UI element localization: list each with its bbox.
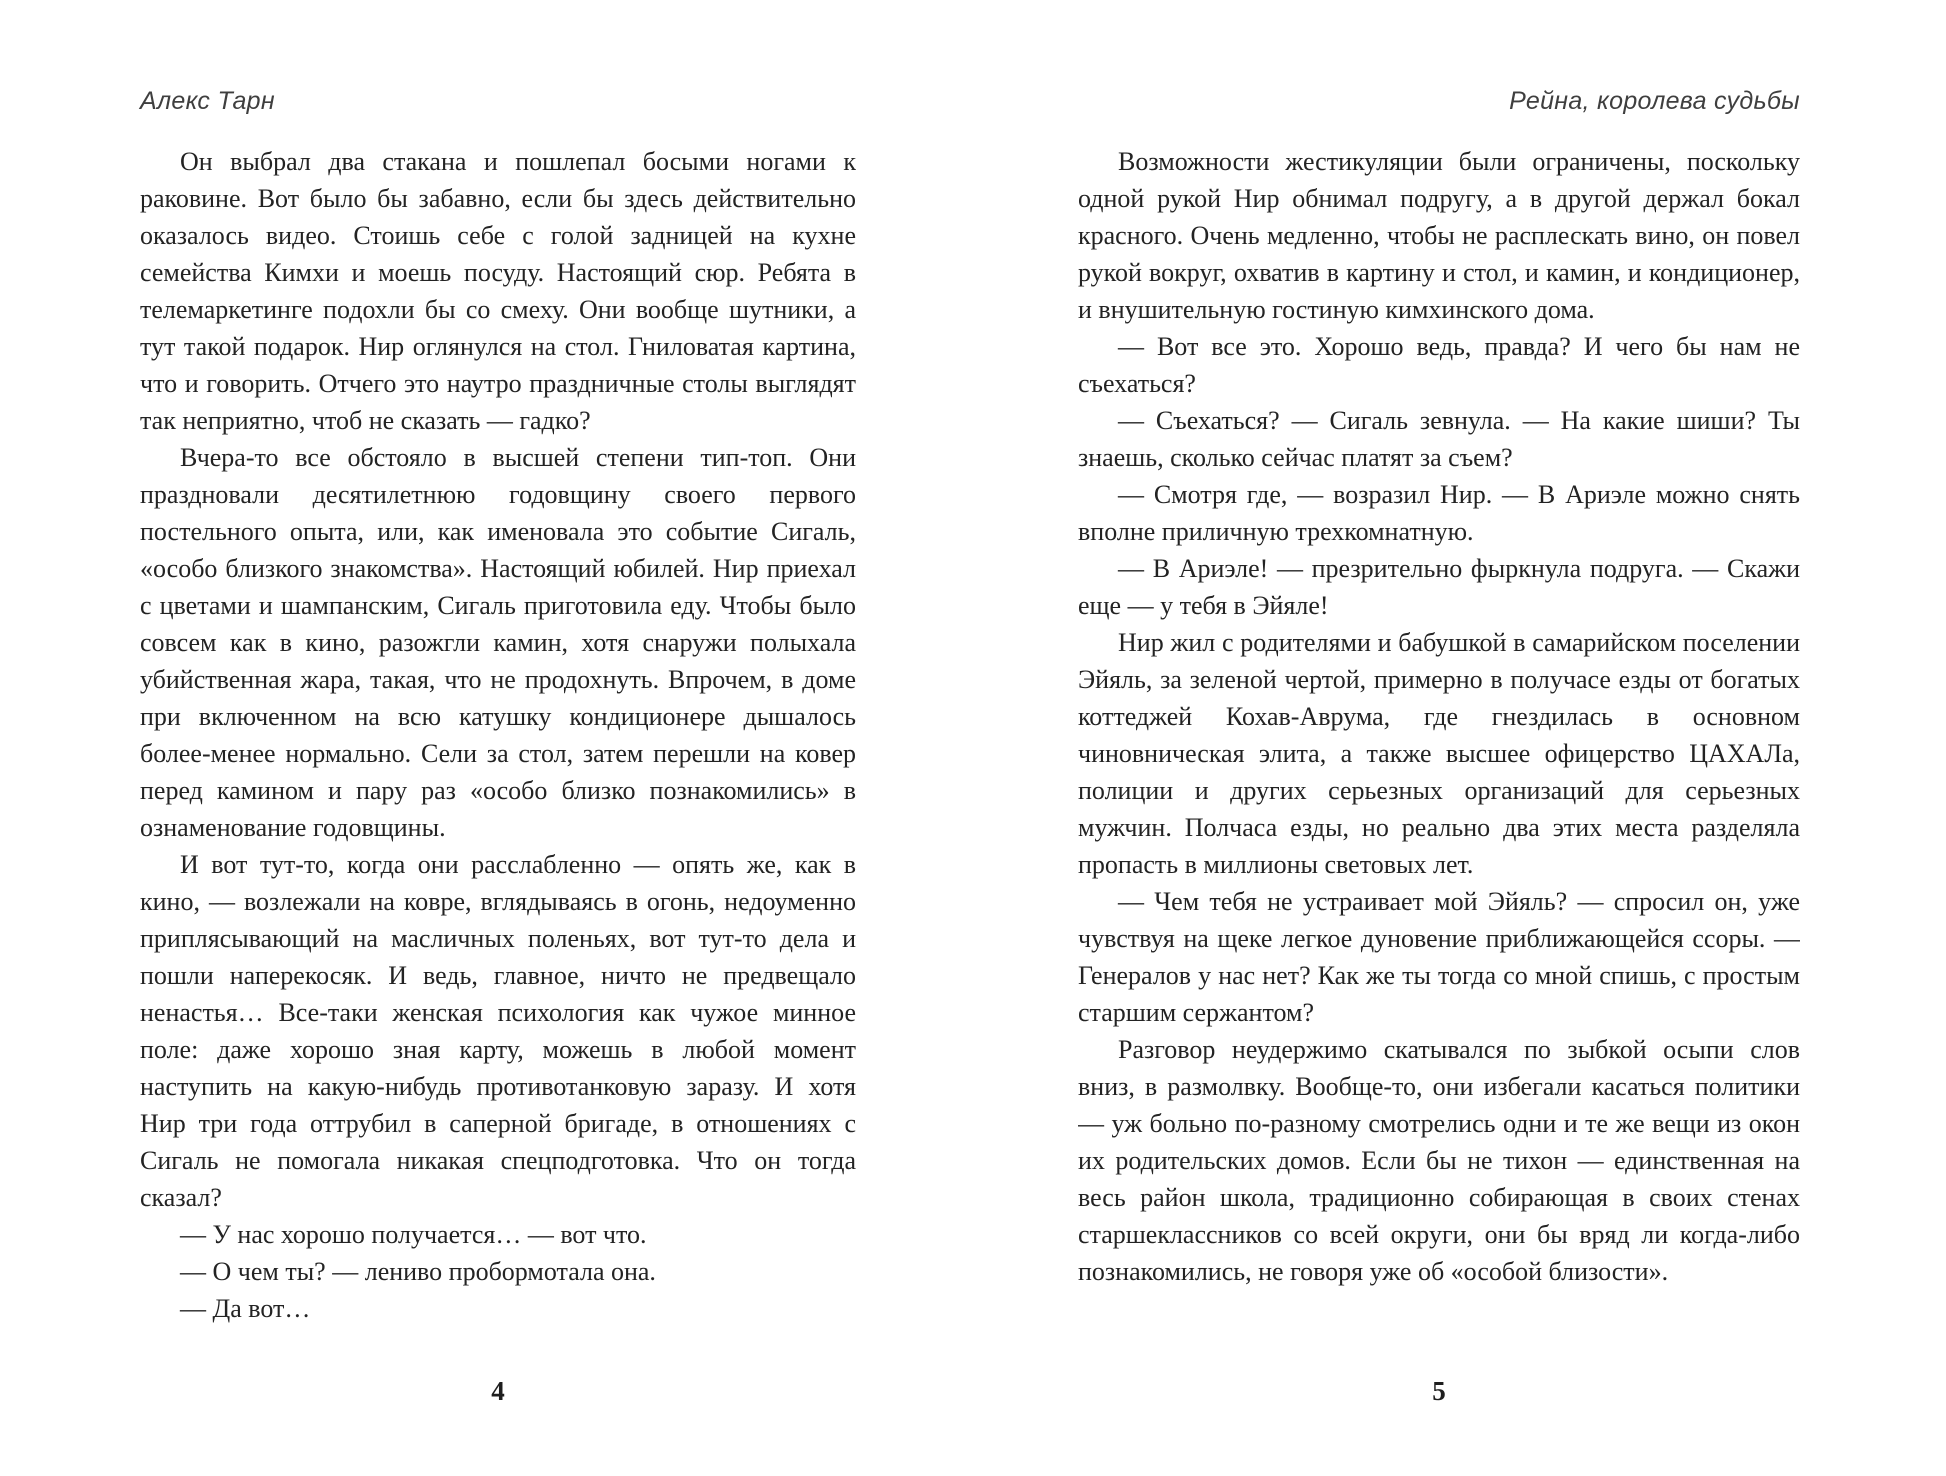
paragraph: Разговор неудержимо скатывался по зыбкой осыпи слов вниз, в размолвку. Вообще-то, они избегали касаться политики — уж больно по-разному смотрелись одни и те же вещи из окон их родительских домов. Если бы не тихон — единственная на весь район школа, традиционно собирающая в своих стенах старшеклассников со всей округи, они бы вряд ли когда-либо познакомились, не говоря уже об «особой близости».: [1078, 1035, 1800, 1286]
dialogue-line: — Смотря где, — возразил Нир. — В Ариэле можно снять вполне приличную трехкомнатную.: [1078, 480, 1800, 546]
dialogue-line: — О чем ты? — лениво пробормотала она.: [180, 1257, 656, 1286]
dialogue-line: — Чем тебя не устраивает мой Эйяль? — спросил он, уже чувствуя на щеке легкое дуновение приближающейся ссоры. — Генералов у нас нет? Как же ты тогда со мной спишь, с простым старшим сержантом?: [1078, 887, 1800, 1027]
paragraph: И вот тут-то, когда они расслабленно — опять же, как в кино, — возлежали на ковре, вглядываясь в огонь, недоуменно приплясывающий на масличных поленьях, вот тут-то дела и пошли наперекосяк. И ведь, главное, ничто не предвещало ненастья… Все-таки женская психология как чужое минное поле: даже хорошо зная карту, можешь в любой момент наступить на какую-нибудь противотанковую заразу. И хотя Нир три года оттрубил в саперной бригаде, в отношениях с Сигаль не помогала никакая спецподготовка. Что он тогда сказал?: [140, 850, 856, 1212]
left-page-text: [140, 143, 856, 1327]
dialogue-line: — В Ариэле! — презрительно фыркнула подруга. — Скажи еще — у тебя в Эйяле!: [1078, 554, 1800, 620]
dialogue-line: — У нас хорошо получается… — вот что.: [180, 1220, 647, 1249]
left-page: [140, 0, 856, 1476]
dialogue-line: — Вот все это. Хорошо ведь, правда? И чего бы нам не съехаться?: [1078, 332, 1800, 398]
running-head-title: Рейна, королева судьбы: [1509, 87, 1800, 115]
running-head-author: Алекс Тарн: [140, 87, 275, 115]
paragraph: Вчера-то все обстояло в высшей степени тип-топ. Они праздновали десятилетнюю годовщину своего первого постельного опыта, или, как именовала это событие Сигаль, «особо близкого знакомства». Настоящий юбилей. Нир приехал с цветами и шампанским, Сигаль приготовила еду. Чтобы было совсем как в кино, разожгли камин, хотя снаружи полыхала убийственная жара, такая, что не продохнуть. Впрочем, в доме при включенном на всю катушку кондиционере дышалось более-менее нормально. Сели за стол, затем перешли на ковер перед камином и пару раз «особо близко познакомились» в ознаменование годовщины.: [140, 443, 856, 842]
paragraph: Нир жил с родителями и бабушкой в самарийском поселении Эйяль, за зеленой чертой, примерно в получасе езды от богатых коттеджей Кохав-Аврума, где гнездилась в основном чиновническая элита, а также высшее офицерство ЦАХАЛа, полиции и других серьезных организаций для серьезных мужчин. Полчаса езды, но реально два этих места разделяла пропасть в миллионы световых лет.: [1078, 628, 1800, 879]
dialogue-line: — Да вот…: [180, 1294, 311, 1323]
right-page: [1078, 0, 1800, 1476]
dialogue-line: — Съехаться? — Сигаль зевнула. — На какие шиши? Ты знаешь, сколько сейчас платят за съем?: [1078, 406, 1800, 472]
right-page-number: 5: [1432, 1376, 1446, 1406]
paragraph: Возможности жестикуляции были ограничены, поскольку одной рукой Нир обнимал подругу, а в другой держал бокал красного. Очень медленно, чтобы не расплескать вино, он повел рукой вокруг, охватив в картину и стол, и камин, и кондиционер, и внушительную гостиную кимхинского дома.: [1078, 147, 1800, 324]
left-page-number: 4: [491, 1376, 505, 1406]
right-page-text: [1078, 143, 1800, 1290]
paragraph: Он выбрал два стакана и пошлепал босыми ногами к раковине. Вот было бы забавно, если бы здесь действительно оказалось видео. Стоишь себе с голой задницей на кухне семейства Кимхи и моешь посуду. Настоящий сюр. Ребята в телемаркетинге подохли бы со смеху. Они вообще шутники, а тут такой подарок. Нир оглянулся на стол. Гниловатая картина, что и говорить. Отчего это наутро праздничные столы выглядят так неприятно, чтоб не сказать — гадко?: [140, 147, 856, 435]
